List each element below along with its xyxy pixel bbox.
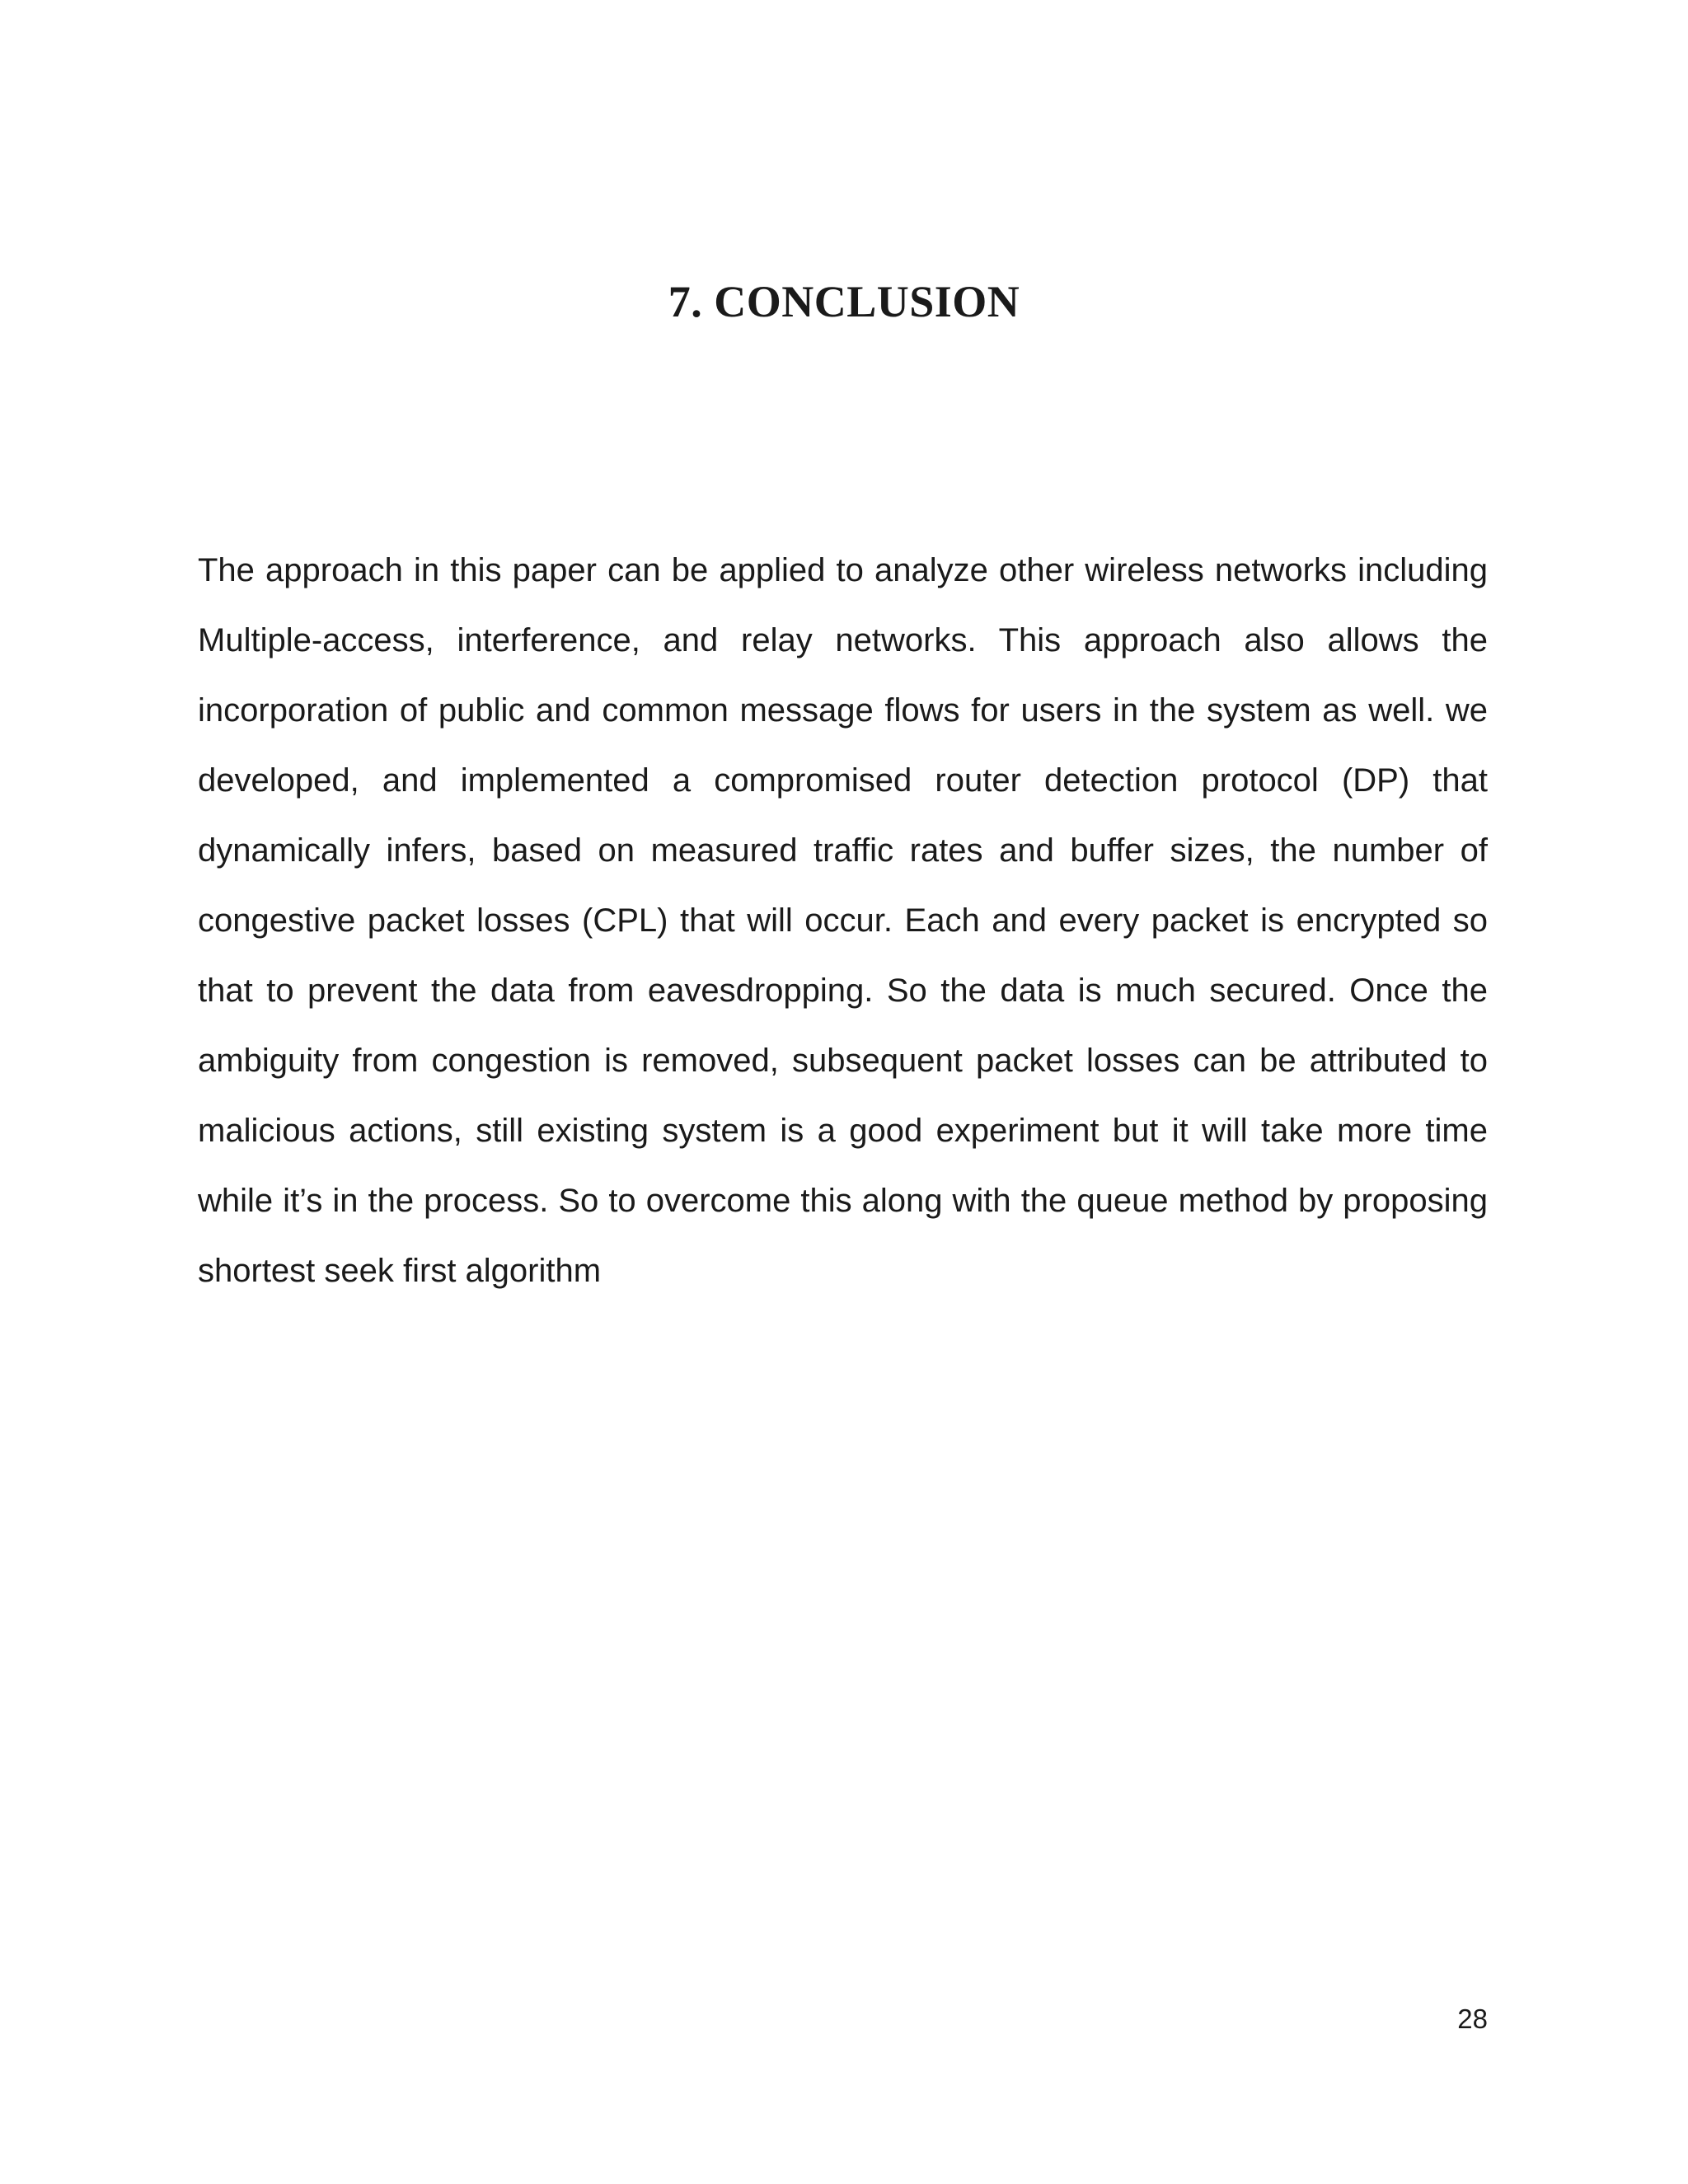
section-heading: 7. CONCLUSION: [668, 277, 1020, 326]
body-paragraph: The approach in this paper can be applied to analyze other wireless networks including Multiple-access, interference, and relay networks. This approach also allows the incorporation of public and common message flows for users in the system as well. we developed, and implemented a compromised router detection protocol (DP) that dynamically infers, based on measured traffic rates and buffer sizes, the number of congestive packet losses (CPL) that will occur. Each and every packet is encrypted so that to prevent the data from eavesdropping. So the data is much secured. Once the ambiguity from congestion is removed, subsequent packet losses can be attributed to malicious actions, still existing system is a good experiment but it will take more time while it’s in the process. So to overcome this along with the queue method by proposing shortest seek first algorithm: [198, 552, 1488, 1289]
page-number: 28: [1457, 2004, 1488, 2034]
